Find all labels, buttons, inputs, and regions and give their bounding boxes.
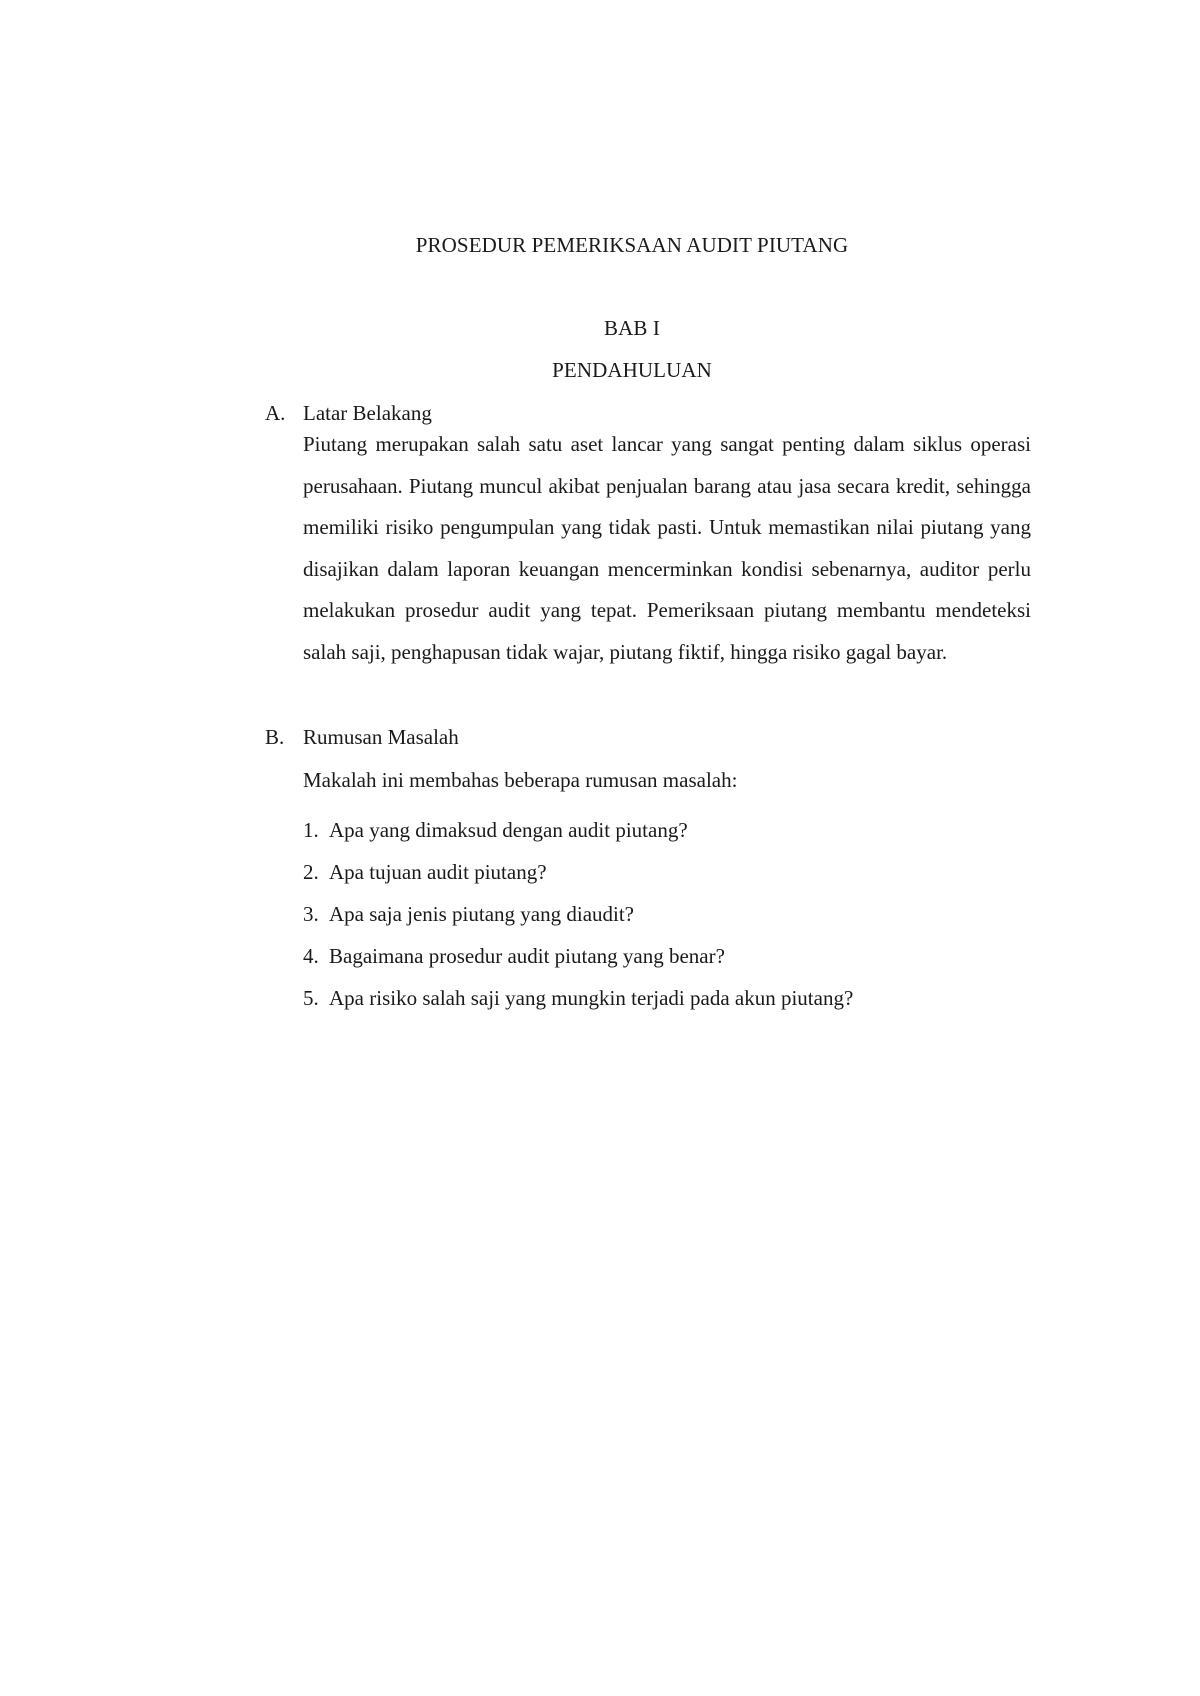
list-item [303,851,853,893]
list-item-text: Apa tujuan audit piutang? [329,860,547,884]
list-item-text: Apa saja jenis piutang yang diaudit? [329,902,635,926]
list-item-text: Bagaimana prosedur audit piutang yang benar? [329,944,725,968]
section-letter: A. [265,401,286,425]
chapter-number: BAB I [604,316,660,340]
section-heading-background [265,400,432,426]
list-item-number: 2. [303,860,319,884]
list-item [303,893,853,935]
list-item [303,935,853,977]
chapter-title: PENDAHULUAN [552,358,712,382]
problem-question-list [303,809,853,1019]
section-heading-label: Latar Belakang [303,401,432,425]
list-item-text: Apa yang dimaksud dengan audit piutang? [329,818,688,842]
section-letter: B. [265,725,285,749]
list-item-number: 4. [303,944,319,968]
list-item-number: 5. [303,986,319,1010]
list-item-number: 1. [303,818,319,842]
list-item-text: Apa risiko salah saji yang mungkin terjadi pada akun piutang? [329,986,854,1010]
background-paragraph: Piutang merupakan salah satu aset lancar yang sangat penting dalam siklus operasi perusahaan. Piutang muncul akibat penjualan barang atau jasa secara kredit, sehingga memiliki risiko pengumpulan yang tidak pasti. Untuk memastikan nilai piutang yang disajikan dalam laporan keuangan mencerminkan kondisi sebenarnya, auditor perlu melakukan prosedur audit yang tepat. Pemeriksaan piutang membantu mendeteksi salah saji, penghapusan tidak wajar, piutang fiktif, hingga risiko gagal bayar. [303,432,1031,664]
section-heading-label: Rumusan Masalah [303,725,459,749]
section-heading-problem-statement [265,724,459,750]
list-item [303,809,853,851]
list-item [303,977,853,1019]
document-title: PROSEDUR PEMERIKSAAN AUDIT PIUTANG [415,233,849,257]
problem-intro-text: Makalah ini membahas beberapa rumusan masalah: [303,768,738,792]
list-item-number: 3. [303,902,319,926]
